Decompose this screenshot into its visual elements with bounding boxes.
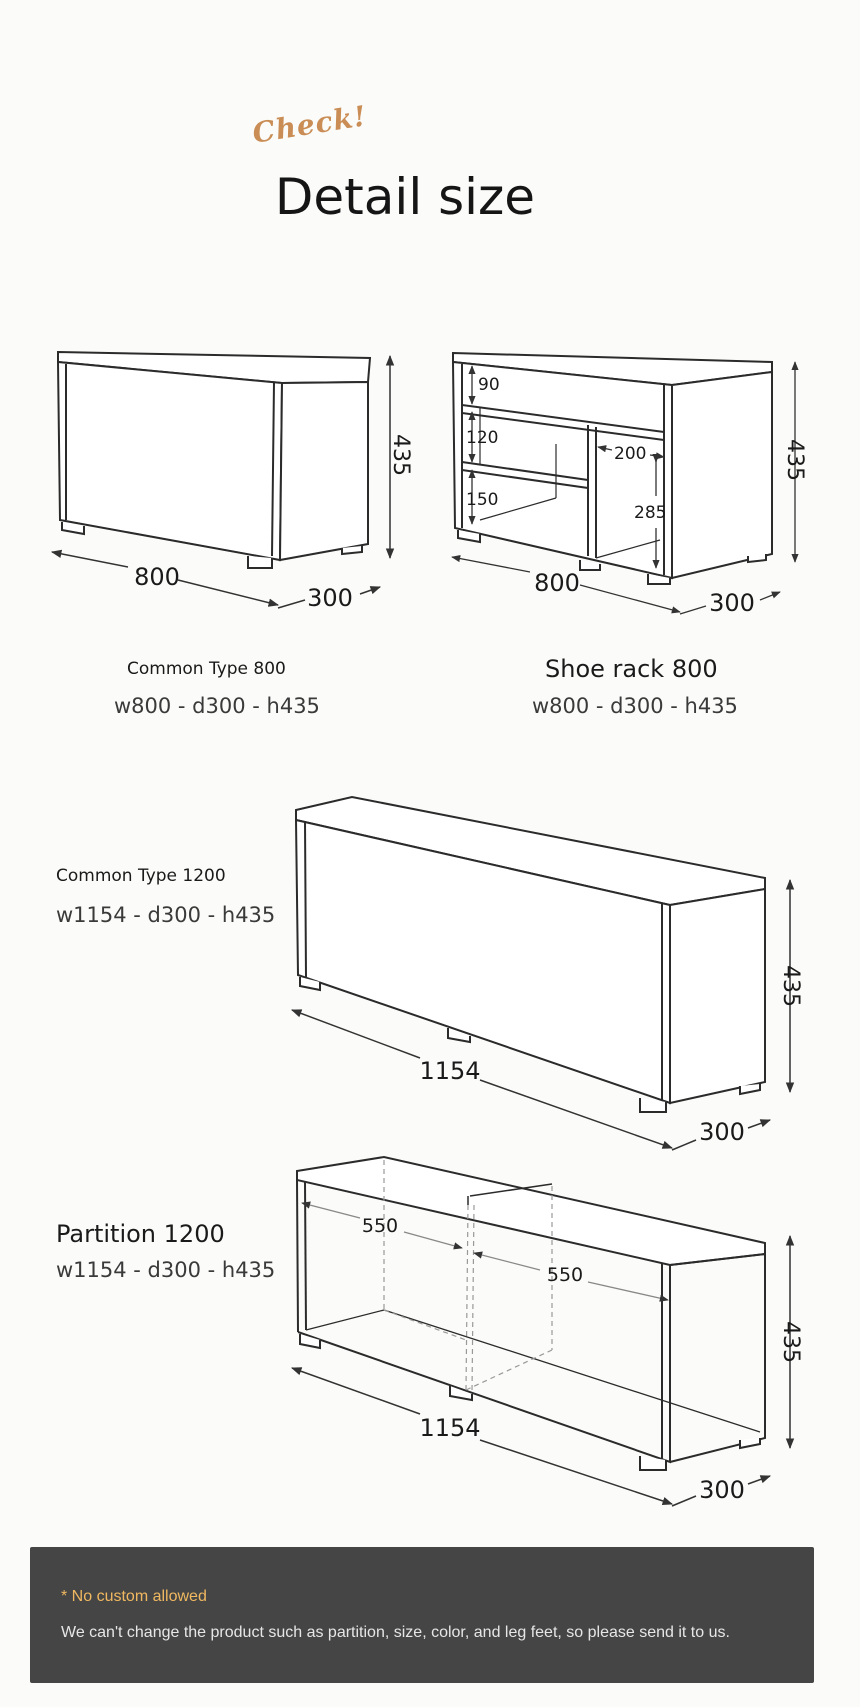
dim-depth-label: 300 (307, 584, 353, 612)
cabinet-common-1200 (296, 797, 765, 1112)
dim-depth-label-3: 300 (699, 1118, 745, 1146)
shelf-mid-label: 120 (466, 428, 499, 448)
cabinet-partition-1200-outer-dims (292, 1236, 790, 1506)
product-name-common-1200: Common Type 1200 (56, 866, 226, 886)
dim-height-label-2: 435 (782, 439, 807, 481)
shelf-top-label: 90 (478, 375, 500, 395)
notice-box (30, 1547, 814, 1683)
partition-left-label: 550 (361, 1215, 399, 1237)
product-dims-common-1200: w1154 - d300 - h435 (56, 903, 276, 927)
cabinet-partition-1200 (297, 1157, 765, 1470)
notice-title: * No custom allowed (61, 1588, 207, 1605)
product-name-partition-1200: Partition 1200 (56, 1220, 225, 1248)
side-height-label: 285 (634, 503, 667, 523)
dim-width-label-3: 1154 (419, 1057, 481, 1085)
cabinet-shoe-rack-800 (453, 353, 772, 584)
dim-width-label: 800 (134, 563, 180, 591)
cabinet-common-800 (58, 352, 370, 568)
check-label: Check! (250, 99, 370, 150)
dim-width-label-4: 1154 (419, 1414, 481, 1442)
product-dims-partition-1200: w1154 - d300 - h435 (56, 1258, 276, 1282)
dim-depth-label-2: 300 (709, 589, 755, 617)
dim-height-label: 435 (388, 434, 413, 476)
dim-width-label-2: 800 (534, 569, 580, 597)
dim-depth-label-4: 300 (699, 1476, 745, 1504)
dim-height-label-4: 435 (778, 1321, 803, 1363)
product-dims-common-800: w800 - d300 - h435 (114, 694, 320, 718)
product-name-common-800: Common Type 800 (127, 659, 286, 679)
product-name-shoe-rack-800: Shoe rack 800 (545, 655, 718, 683)
notice-body: We can't change the product such as partition, size, color, and leg feet, so please send it to us. (61, 1624, 730, 1641)
page-title: Detail size (274, 168, 536, 226)
dim-height-label-3: 435 (778, 965, 803, 1007)
side-width-label: 200 (614, 444, 647, 464)
partition-right-label: 550 (546, 1264, 584, 1286)
shelf-low-label: 150 (466, 490, 499, 510)
product-dims-shoe-rack-800: w800 - d300 - h435 (532, 694, 738, 718)
